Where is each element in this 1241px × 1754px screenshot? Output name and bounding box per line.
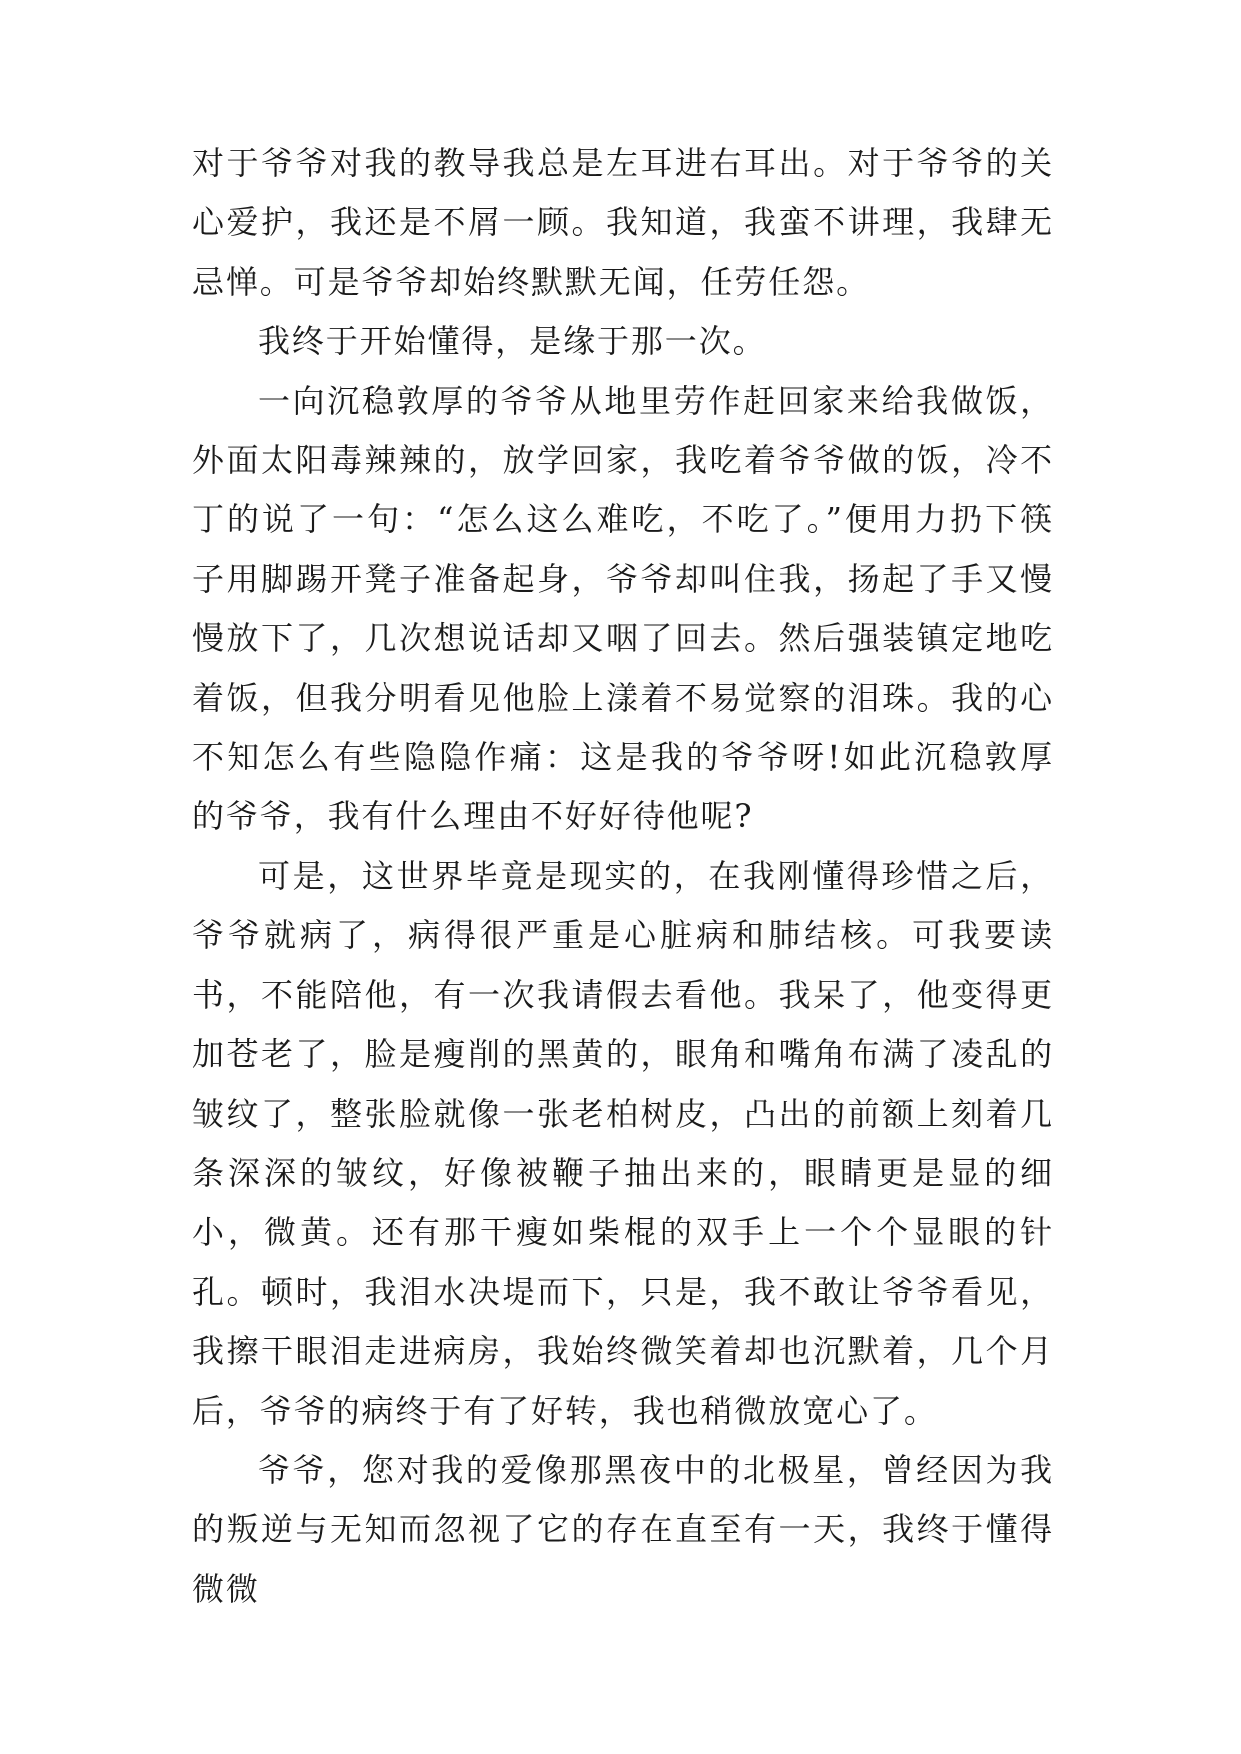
paragraph: 对于爷爷对我的教导我总是左耳进右耳出。对于爷爷的关心爱护，我还是不屑一顾。我知道，我蛮不讲理，我肆无忌惮。可是爷爷却始终默默无闻，任劳任怨。	[192, 144, 1054, 301]
paragraph: 一向沉稳敦厚的爷爷从地里劳作赶回家来给我做饭，外面太阳毒辣辣的，放学回家，我吃着爷爷做的饭，冷不丁的说了一句：“怎么这么难吃，不吃了。”便用力扔下筷子用脚踢开凳子准备起身，爷爷却叫住我，扬起了手又慢慢放下了，几次想说话却又咽了回去。然后强装镇定地吃着饭，但我分明看见他脸上漾着不易觉察的泪珠。我的心不知怎么有些隐隐作痛：这是我的爷爷呀!如此沉稳敦厚的爷爷，我有什么理由不好好待他呢?	[192, 381, 1054, 836]
paragraph: 可是，这世界毕竟是现实的，在我刚懂得珍惜之后，爷爷就病了，病得很严重是心脏病和肺结核。可我要读书，不能陪他，有一次我请假去看他。我呆了，他变得更加苍老了，脸是瘦削的黑黄的，眼角和嘴角布满了凌乱的皱纹了，整张脸就像一张老柏树皮，凸出的前额上刻着几条深深的皱纹，好像被鞭子抽出来的，眼睛更是显的细小，微黄。还有那干瘦如柴棍的双手上一个个显眼的针孔。顿时，我泪水决堤而下，只是，我不敢让爷爷看见，我擦干眼泪走进病房，我始终微笑着却也沉默着，几个月后，爷爷的病终于有了好转，我也稍微放宽心了。	[192, 856, 1054, 1430]
paragraph: 我终于开始懂得，是缘于那一次。	[258, 322, 767, 361]
paragraph: 爷爷，您对我的爱像那黑夜中的北极星，曾经因为我的叛逆与无知而忽视了它的存在直至有一天，我终于懂得微微	[192, 1450, 1054, 1608]
document-body	[192, 134, 1054, 1619]
